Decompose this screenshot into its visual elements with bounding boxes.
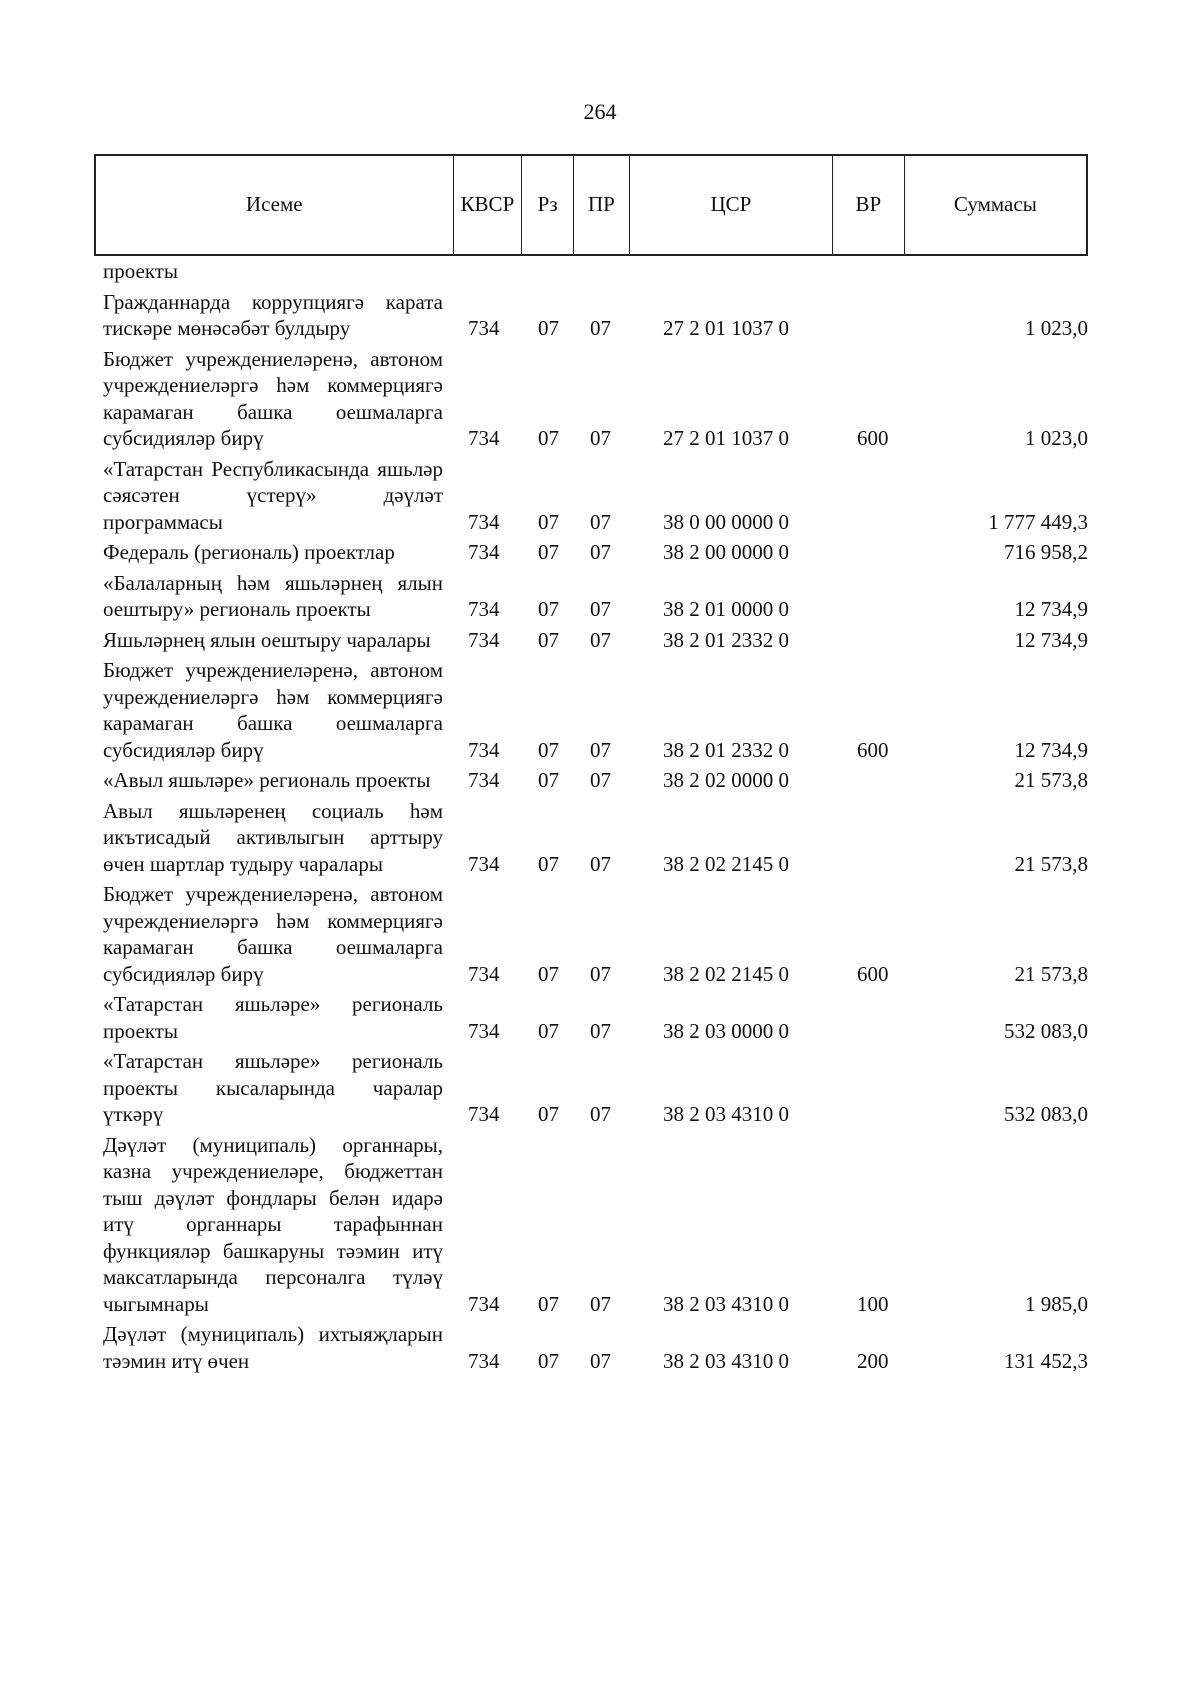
row-csr: 38 2 00 0000 0 — [663, 540, 789, 564]
header-name: Исеме — [96, 156, 454, 254]
row-sum: 12 734,9 — [1014, 627, 1088, 652]
row-pr: 07 — [590, 768, 611, 792]
row-sum: 12 734,9 — [1014, 737, 1088, 762]
row-csr: 27 2 01 1037 0 — [663, 426, 789, 450]
table-row — [0, 627, 1200, 654]
row-kvsr: 734 — [468, 1291, 500, 1316]
row-rz: 07 — [538, 1291, 559, 1316]
table-row — [0, 881, 1200, 987]
row-rz: 07 — [538, 768, 559, 792]
table-row — [0, 456, 1200, 536]
row-name: Бюджет учреждениеләренә, автоном учреждениеләргә һәм коммерциягә карамаган башка оешмаларга субсидияләр бирү — [103, 346, 443, 450]
table-row — [0, 991, 1200, 1044]
table-row — [0, 767, 1200, 794]
row-pr: 07 — [590, 1102, 611, 1126]
row-rz: 07 — [538, 1018, 559, 1043]
row-rz: 07 — [538, 1102, 559, 1126]
row-pr: 07 — [590, 737, 611, 762]
row-csr: 38 2 01 2332 0 — [663, 737, 789, 762]
row-name: «Татарстан яшьләре» региональ проекты — [103, 992, 443, 1043]
table-row — [0, 1048, 1200, 1128]
row-csr: 38 0 00 0000 0 — [663, 509, 789, 534]
row-vr: 600 — [857, 426, 889, 450]
header-sum: Суммасы — [953, 191, 1037, 216]
row-pr: 07 — [590, 509, 611, 534]
row-name: «Татарстан яшьләре» региональ проекты кысаларында чаралар үткәрү — [103, 1049, 443, 1126]
row-csr: 38 2 02 0000 0 — [663, 768, 789, 792]
row-sum: 1 023,0 — [1025, 316, 1088, 340]
row-rz: 07 — [538, 509, 559, 534]
row-kvsr: 734 — [468, 737, 500, 762]
row-pr: 07 — [590, 627, 611, 652]
table-row — [0, 1132, 1200, 1318]
row-vr: 100 — [857, 1291, 889, 1316]
row-rz: 07 — [538, 1348, 559, 1373]
row-sum: 21 573,8 — [1014, 768, 1088, 792]
row-kvsr: 734 — [468, 426, 500, 450]
row-pr: 07 — [590, 1018, 611, 1043]
row-csr: 38 2 01 2332 0 — [663, 627, 789, 652]
row-kvsr: 734 — [468, 597, 500, 621]
row-rz: 07 — [538, 627, 559, 652]
header-vr: ВР — [833, 156, 905, 254]
row-kvsr: 734 — [468, 540, 500, 564]
row-sum: 532 083,0 — [1004, 1102, 1088, 1126]
row-vr: 600 — [857, 737, 889, 762]
row-kvsr: 734 — [468, 768, 500, 792]
row-rz: 07 — [538, 540, 559, 564]
row-pr: 07 — [590, 597, 611, 621]
table-body — [0, 258, 1200, 1378]
row-sum: 532 083,0 — [1004, 1018, 1088, 1043]
row-csr: 27 2 01 1037 0 — [663, 316, 789, 340]
table-row — [0, 289, 1200, 342]
table-row — [0, 539, 1200, 566]
row-name: Яшьләрнең ялын оештыру чаралары — [103, 627, 431, 652]
row-sum: 716 958,2 — [1004, 540, 1088, 564]
header-kvsr: КВСР — [454, 156, 523, 254]
row-pr: 07 — [590, 540, 611, 564]
row-name: Бюджет учреждениеләренә, автоном учреждениеләргә һәм коммерциягә карамаган башка оешмаларга субсидияләр бирү — [103, 882, 443, 986]
row-csr: 38 2 02 2145 0 — [663, 961, 789, 986]
row-pr: 07 — [590, 961, 611, 986]
header-pr: ПР — [574, 156, 630, 254]
row-sum: 12 734,9 — [1014, 597, 1088, 621]
row-rz: 07 — [538, 851, 559, 876]
row-name: проекты — [103, 259, 179, 283]
row-kvsr: 734 — [468, 509, 500, 534]
table-row — [0, 657, 1200, 763]
row-sum: 21 573,8 — [1014, 851, 1088, 876]
row-name: «Балаларның һәм яшьләрнең ялын оештыру» региональ проекты — [103, 570, 443, 621]
table-row — [0, 798, 1200, 878]
row-name: Дәүләт (муниципаль) ихтыяҗларын тәэмин итү өчен — [103, 1322, 443, 1373]
row-pr: 07 — [590, 426, 611, 450]
row-sum: 131 452,3 — [1004, 1348, 1088, 1373]
row-sum: 1 985,0 — [1025, 1291, 1088, 1316]
row-sum: 1 023,0 — [1025, 426, 1088, 450]
row-vr: 600 — [857, 961, 889, 986]
row-pr: 07 — [590, 851, 611, 876]
row-pr: 07 — [590, 1348, 611, 1373]
row-pr: 07 — [590, 1291, 611, 1316]
page-number: 264 — [583, 99, 617, 124]
table-row — [0, 258, 1200, 285]
row-name: Федераль (региональ) проектлар — [103, 540, 395, 564]
header-csr: ЦСР — [630, 156, 833, 254]
row-name: Гражданнарда коррупциягә карата тискәре мөнәсәбәт булдыру — [103, 289, 443, 340]
row-rz: 07 — [538, 426, 559, 450]
row-name: Бюджет учреждениеләренә, автоном учреждениеләргә һәм коммерциягә карамаган башка оешмаларга субсидияләр бирү — [103, 658, 443, 762]
row-csr: 38 2 01 0000 0 — [663, 597, 789, 621]
row-csr: 38 2 03 4310 0 — [663, 1348, 789, 1373]
row-name: Дәүләт (муниципаль) органнары, казна учреждениеләре, бюджеттан тыш дәүләт фондлары белән идарә итү органнары тарафыннан функцияләр башкаруны тәэмин итү максатларында персоналга түләү чыгымнары — [103, 1132, 443, 1316]
table-header — [94, 154, 1088, 256]
table-row — [0, 570, 1200, 623]
row-name: «Татарстан Республикасында яшьләр сәясәтен үстерү» дәүләт программасы — [103, 456, 443, 534]
row-kvsr: 734 — [468, 1102, 500, 1126]
row-kvsr: 734 — [468, 627, 500, 652]
table-row — [0, 346, 1200, 452]
row-kvsr: 734 — [468, 1348, 500, 1373]
row-vr: 200 — [857, 1348, 889, 1373]
table-row — [0, 1321, 1200, 1374]
row-kvsr: 734 — [468, 1018, 500, 1043]
row-rz: 07 — [538, 597, 559, 621]
row-rz: 07 — [538, 316, 559, 340]
row-csr: 38 2 02 2145 0 — [663, 851, 789, 876]
row-sum: 21 573,8 — [1014, 961, 1088, 986]
row-kvsr: 734 — [468, 851, 500, 876]
row-rz: 07 — [538, 961, 559, 986]
row-csr: 38 2 03 4310 0 — [663, 1291, 789, 1316]
row-kvsr: 734 — [468, 961, 500, 986]
row-csr: 38 2 03 0000 0 — [663, 1018, 789, 1043]
row-sum: 1 777 449,3 — [988, 509, 1088, 534]
row-csr: 38 2 03 4310 0 — [663, 1102, 789, 1126]
row-rz: 07 — [538, 737, 559, 762]
row-kvsr: 734 — [468, 316, 500, 340]
row-name: Авыл яшьләренең социаль һәм икътисадый активлыгын арттыру өчен шартлар тудыру чаралары — [103, 798, 443, 876]
header-rz: Рз — [522, 156, 574, 254]
row-name: «Авыл яшьләре» региональ проекты — [103, 768, 431, 792]
row-pr: 07 — [590, 316, 611, 340]
